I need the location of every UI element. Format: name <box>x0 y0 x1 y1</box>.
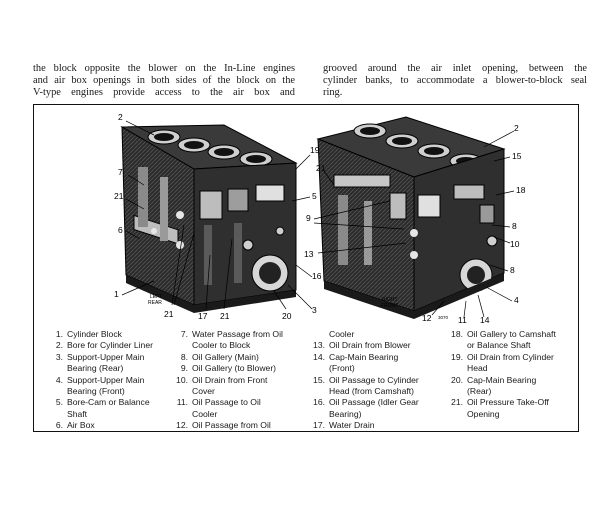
legend-number: 8. <box>180 351 188 362</box>
figure-code: 3070 <box>438 315 449 320</box>
legend-text: Cap-Main Bearing <box>329 351 399 362</box>
legend-text: Water Passage from Oil <box>192 329 283 339</box>
legend-number: 5. <box>55 397 63 408</box>
legend-text: Cylinder Block <box>67 329 122 339</box>
legend-number: 11. <box>176 397 188 408</box>
legend-text: Bore for Cylinder Liner <box>67 340 153 351</box>
legend-text: Oil Gallery to Camshaft <box>467 329 556 339</box>
legend-text: Cooler <box>192 408 218 419</box>
callout-label: 6 <box>118 225 123 235</box>
legend-item <box>50 420 153 431</box>
callout-label: 18 <box>516 185 526 195</box>
callout-label: 8 <box>512 221 517 231</box>
legend-column <box>312 329 419 432</box>
legend-text: Oil Drain from Front <box>192 374 268 385</box>
legend-text: Oil Passage to Cylinder <box>329 374 419 385</box>
callout-label: 15 <box>512 151 522 161</box>
legend-text: Water Drain <box>329 420 375 431</box>
legend-number: 17. <box>313 420 325 431</box>
callout-label: 20 <box>282 311 292 321</box>
body-text-right <box>323 63 587 100</box>
legend-number: 20. <box>451 374 463 385</box>
view-label-line: REAR <box>148 300 162 306</box>
legend-text: Bearing (Front) <box>67 386 125 397</box>
legend-text: Cover <box>192 386 215 397</box>
legend-text: Oil Gallery (to Blower) <box>192 363 277 374</box>
callout-label: 10 <box>510 239 520 249</box>
legend-item <box>450 397 556 420</box>
legend-item <box>175 375 283 398</box>
callout-label: 16 <box>312 271 322 281</box>
legend-column <box>175 329 283 432</box>
legend-number: 4. <box>55 374 63 385</box>
legend-text: Support-Upper Main <box>67 351 145 362</box>
figure-frame <box>33 104 579 432</box>
callout-label: 5 <box>312 191 317 201</box>
callout-label: 11 <box>458 315 467 325</box>
legend-number: 1. <box>55 329 63 339</box>
legend-text: (Rear) <box>467 386 492 397</box>
legend-item <box>312 352 419 375</box>
legend-item <box>450 329 556 352</box>
legend-text: Oil Passage to Oil <box>192 397 261 408</box>
callout-label: 2 <box>118 112 123 122</box>
legend-number: 12. <box>176 420 188 431</box>
legend-number: 10. <box>176 374 188 385</box>
body-text-left <box>33 63 295 100</box>
legend-number: 13. <box>313 340 325 351</box>
legend-item <box>312 420 419 431</box>
legend-item <box>175 352 283 363</box>
legend-text: Air Box <box>67 420 95 431</box>
legend-text: Cooler <box>329 329 355 339</box>
legend-number: 15. <box>313 374 325 385</box>
legend-number: 19. <box>451 351 463 362</box>
text-line: cylinder banks, to accommodate a blower-to-block seal <box>323 75 587 87</box>
text-line: and air box openings in both sides of the block on the <box>33 75 295 87</box>
legend-item <box>450 375 556 398</box>
legend-number: 6. <box>55 420 63 431</box>
text-line: grooved around the air inlet opening, between the <box>323 63 587 74</box>
callout-label: 12 <box>422 313 432 323</box>
legend-text: Opening <box>467 408 500 419</box>
legend-item <box>450 352 556 375</box>
legend-item <box>175 363 283 374</box>
legend-text: Oil Drain from Cylinder <box>467 351 554 362</box>
legend-text: Bearing) <box>329 408 362 419</box>
callout-label: 8 <box>510 265 515 275</box>
legend-item <box>312 375 419 398</box>
text-line: ring. <box>323 87 343 99</box>
legend-text: (Front) <box>329 363 355 374</box>
legend-column <box>450 329 556 420</box>
legend-item <box>312 340 419 351</box>
legend-number: 21. <box>451 397 463 408</box>
legend-number: 14. <box>313 351 325 362</box>
legend-text: Oil Passage (Idler Gear <box>329 397 419 408</box>
legend-item <box>312 329 419 340</box>
legend-number: 9. <box>180 363 188 374</box>
legend-text: Head <box>467 363 488 374</box>
view-label-line: LEFT <box>150 294 163 300</box>
legend-text: Bearing (Rear) <box>67 363 124 374</box>
legend-item <box>175 329 283 352</box>
view-label-left-rear <box>148 294 164 306</box>
legend-text: Oil Pressure Take-Off <box>467 397 549 408</box>
legend-number: 18. <box>451 329 463 339</box>
view-label-right-front <box>381 297 399 309</box>
legend-column <box>50 329 153 432</box>
right-engine-block-drawing <box>318 117 504 319</box>
legend-text: Oil Passage from Oil <box>192 420 271 431</box>
callout-label: 21 <box>316 163 326 173</box>
legend-text: Head (from Camshaft) <box>329 386 415 397</box>
legend-text: Cap-Main Bearing <box>467 374 537 385</box>
callout-label: 14 <box>480 315 490 325</box>
text-line: V-type engines provide access to the air box and <box>33 87 295 99</box>
callout-label: 19 <box>310 145 320 155</box>
callout-label: 4 <box>514 295 519 305</box>
legend-item <box>312 397 419 420</box>
view-label-line: RIGHT <box>382 297 398 303</box>
legend-text: or Balance Shaft <box>467 340 531 351</box>
callout-label: 2 <box>514 123 519 133</box>
left-engine-block-drawing <box>122 125 296 313</box>
legend-text: Oil Gallery (Main) <box>192 351 259 362</box>
legend-text: Bore-Cam or Balance <box>67 397 150 408</box>
callout-label: 7 <box>118 167 123 177</box>
legend-number: 7. <box>180 329 188 339</box>
legend-item <box>50 397 153 420</box>
legend-text: Shaft <box>67 408 88 419</box>
callout-label: 21 <box>114 191 124 201</box>
callout-label: 21 <box>164 309 174 319</box>
callout-label: 1 <box>114 289 119 299</box>
callout-label: 9 <box>306 213 311 223</box>
legend-text: Oil Drain from Blower <box>329 340 411 351</box>
legend-text: Support-Upper Main <box>67 374 145 385</box>
legend-item <box>50 375 153 398</box>
callout-label: 17 <box>198 311 208 321</box>
callout-label: 3 <box>312 305 317 315</box>
legend-number: 2. <box>55 340 63 351</box>
legend-number: 16. <box>313 397 325 408</box>
legend-item <box>50 352 153 375</box>
legend-text: Cooler to Block <box>192 340 251 351</box>
callout-label: 13 <box>304 249 314 259</box>
legend-item <box>50 340 153 351</box>
legend-number: 3. <box>55 351 63 362</box>
view-label-line: FRONT <box>381 303 399 309</box>
legend-item <box>50 329 153 340</box>
legend-item <box>175 420 283 431</box>
legend-item <box>175 397 283 420</box>
callout-label: 21 <box>220 311 230 321</box>
text-line: the block opposite the blower on the In-Line engines <box>33 63 295 74</box>
